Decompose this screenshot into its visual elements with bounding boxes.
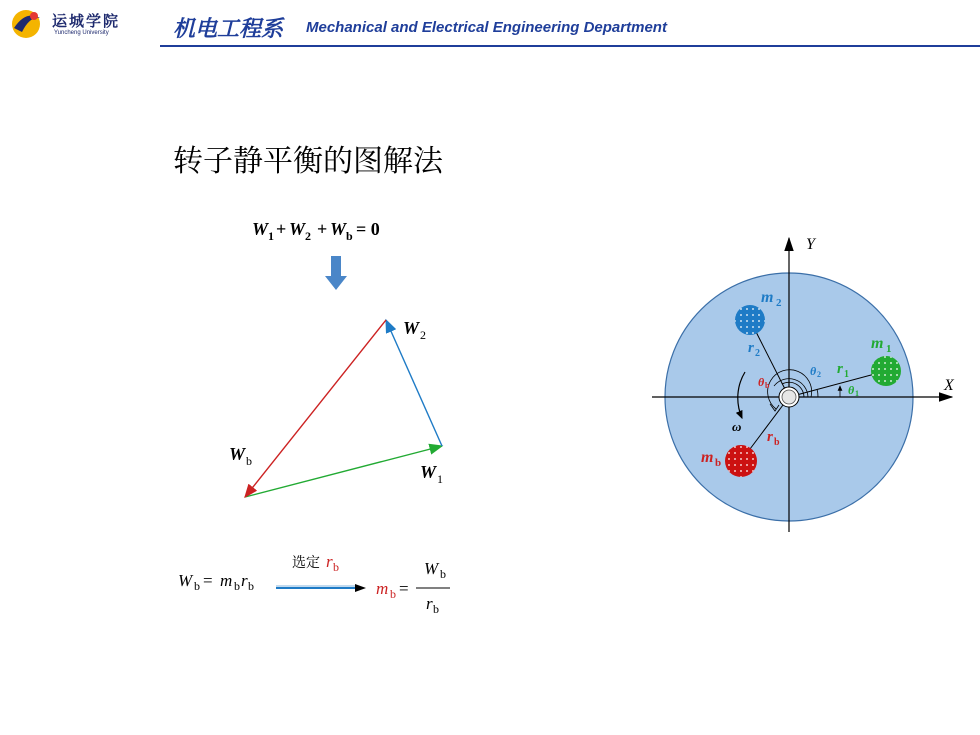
slide-title: 转子静平衡的图解法 (173, 144, 443, 179)
formula-r: r (241, 571, 248, 590)
result-den: r (426, 594, 433, 613)
label-r2-sub: 2 (755, 348, 760, 359)
label-wb-sub: b (246, 454, 252, 468)
label-w2-sub: 2 (420, 328, 426, 342)
result-num-sub: b (440, 567, 446, 581)
label-mb-sub: b (715, 457, 722, 469)
result-eq: = (399, 579, 409, 598)
label-r1: r (837, 361, 843, 377)
formula-lhs: W (178, 571, 193, 590)
vector-w2 (386, 320, 442, 446)
eq-plus2: + (317, 219, 328, 239)
balance-equation (252, 219, 380, 243)
label-theta1: θ (848, 383, 855, 397)
result-num: W (424, 559, 439, 578)
label-theta2: θ (810, 364, 817, 378)
arrow-label-r-sub: b (333, 560, 339, 574)
eq-plus1: + (276, 219, 287, 239)
vector-wb (245, 320, 386, 497)
force-polygon (229, 318, 443, 497)
school-name-en: Yuncheng University (54, 30, 109, 36)
label-m2: m (761, 289, 774, 306)
formula-eq: = (203, 571, 213, 590)
label-r1-sub: 1 (844, 369, 849, 380)
label-w1: W (420, 462, 437, 482)
label-r2: r (748, 340, 754, 356)
label-wb: W (229, 444, 246, 464)
label-rb-sub: b (774, 437, 780, 448)
arrow-label: 选定 (292, 555, 320, 571)
eq-wb-sub: b (346, 229, 353, 243)
label-thetab-sub: b (765, 381, 770, 390)
department-name-en: Mechanical and Electrical Engineering Department (306, 19, 667, 36)
vector-w1 (245, 446, 442, 497)
rotor-diagram (652, 236, 955, 532)
label-theta1-sub: 1 (855, 389, 859, 398)
eq-w2: W (289, 219, 306, 239)
arrow-label-r: r (326, 552, 333, 571)
department-name-cn: 机电工程系 (173, 17, 284, 42)
eq-w1: W (252, 219, 269, 239)
formula-lhs-sub: b (194, 579, 200, 593)
label-m2-sub: 2 (776, 297, 782, 309)
formula-m: m (220, 571, 233, 590)
eq-wb: W (330, 219, 347, 239)
select-arrow-head-icon (355, 584, 366, 592)
label-rb: r (767, 429, 773, 445)
label-m1-sub: 1 (886, 343, 892, 355)
school-name: 运城学院 (52, 12, 121, 30)
label-mb: m (701, 449, 714, 466)
formula-row (178, 552, 450, 616)
label-m1: m (871, 335, 884, 352)
result-m-sub: b (390, 587, 396, 601)
axis-y-label: Y (806, 236, 815, 253)
formula-m-sub: b (234, 579, 240, 593)
label-w2: W (403, 318, 420, 338)
down-arrow-icon (325, 256, 347, 290)
label-thetab: θ (758, 375, 765, 389)
result-den-sub: b (433, 602, 439, 616)
label-theta2-sub: 2 (817, 370, 821, 379)
label-omega: ω (732, 419, 742, 434)
formula-r-sub: b (248, 579, 254, 593)
result-m: m (376, 579, 389, 598)
axis-x-label: X (944, 377, 954, 394)
eq-w2-sub: 2 (305, 229, 311, 243)
label-w1-sub: 1 (437, 472, 443, 486)
eq-equals-zero: = 0 (356, 219, 380, 239)
eq-w1-sub: 1 (268, 229, 274, 243)
